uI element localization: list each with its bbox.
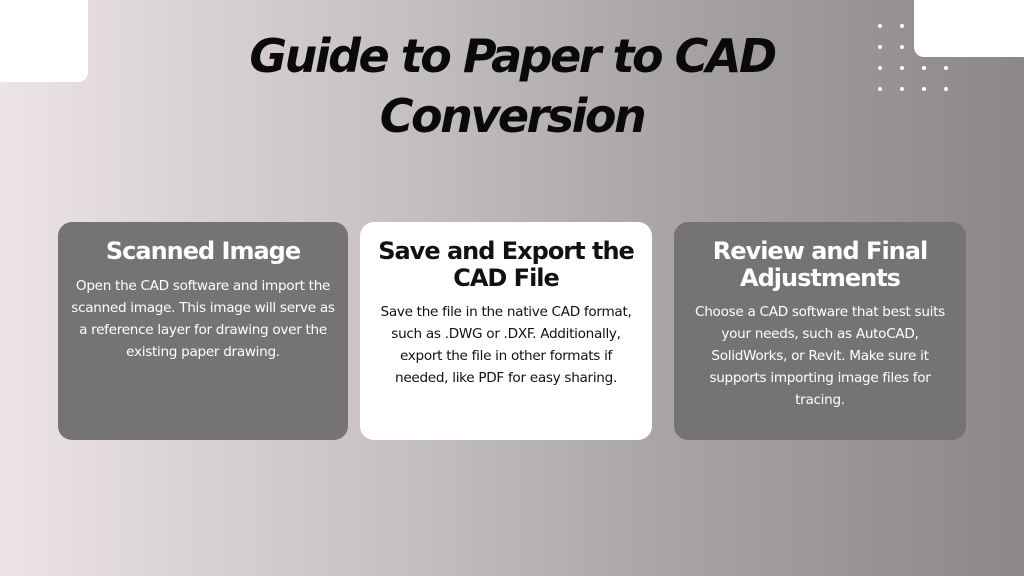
decorative-dot bbox=[900, 87, 904, 91]
card-body: Open the CAD software and import the scanned image. This image will serve as a reference layer for drawing over the existing paper drawing. bbox=[71, 278, 335, 360]
card-title: Save and Export the CAD File bbox=[378, 237, 634, 292]
card-scanned-image bbox=[58, 222, 348, 440]
card-body: Save the file in the native CAD format, such as .DWG or .DXF. Additionally, export the file in other formats if needed, like PDF for easy sharing. bbox=[380, 304, 632, 386]
decorative-dot bbox=[922, 87, 926, 91]
decorative-dot bbox=[944, 87, 948, 91]
card-save-export bbox=[360, 222, 652, 440]
decorative-dot bbox=[922, 66, 926, 70]
decorative-dot bbox=[944, 45, 948, 49]
decorative-dot bbox=[944, 66, 948, 70]
decorative-dot bbox=[900, 24, 904, 28]
card-body: Choose a CAD software that best suits your needs, such as AutoCAD, SolidWorks, or Revit. Make sure it supports importing image files for tracing. bbox=[695, 304, 945, 408]
decorative-dot bbox=[922, 45, 926, 49]
decorative-dot bbox=[900, 66, 904, 70]
card-title: Review and Final Adjustments bbox=[712, 237, 928, 292]
dot-grid-decoration bbox=[874, 20, 956, 94]
corner-decoration-top-left bbox=[0, 0, 88, 82]
decorative-dot bbox=[878, 66, 882, 70]
page-title: Guide to Paper to CAD Conversion bbox=[249, 29, 775, 143]
decorative-dot bbox=[944, 24, 948, 28]
card-review-adjustments bbox=[674, 222, 966, 440]
card-title: Scanned Image bbox=[105, 237, 301, 265]
decorative-dot bbox=[922, 24, 926, 28]
decorative-dot bbox=[878, 45, 882, 49]
decorative-dot bbox=[878, 24, 882, 28]
decorative-dot bbox=[878, 87, 882, 91]
decorative-dot bbox=[900, 45, 904, 49]
